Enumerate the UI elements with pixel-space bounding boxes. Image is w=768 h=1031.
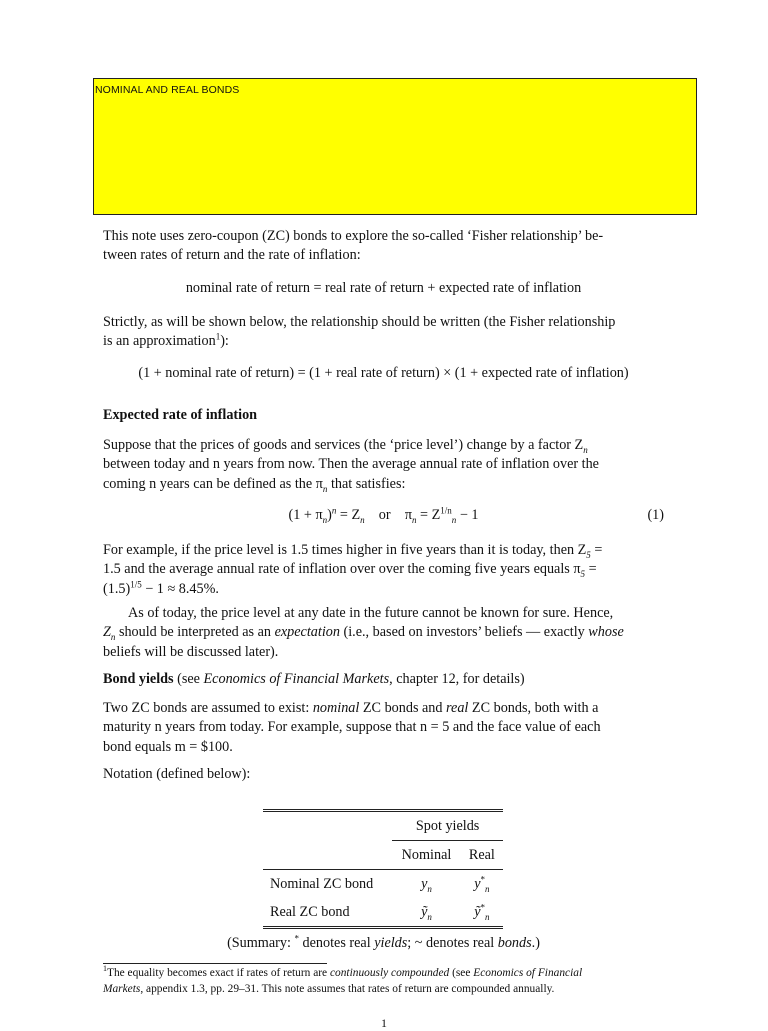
notation-table (263, 809, 503, 929)
inflation-paragraph: Suppose that the prices of goods and services (the ‘price level’) change by a factor $Z_n$ between today and n years from now. Then the average annual rate of inflation over the coming n years can be defined as the $\pi_n$ that satisfies: (103, 437, 599, 494)
expectation-paragraph: As of today, the price level at any date in the future cannot be known for sure. Hence, $Z_n$ should be interpreted as an expectation (i.e., based on investors’ beliefs — exactly whose beliefs will be discussed later). (103, 605, 624, 660)
table-row: Real ZC bond ỹ$_n$ ỹ*$_n$ (263, 898, 503, 928)
footnote: $^1$The equality becomes exact if rates of return are continuously compounded (see Economics of Financial Markets, appendix 1.3, pp. 29–31. This note assumes that rates of return are compounded annually. (103, 964, 583, 995)
title-banner (93, 78, 697, 215)
table-row: Nominal ZC bond $y_n$ $y^*_n$ (263, 870, 503, 899)
yields-paragraph: Two ZC bonds are assumed to exist: nominal ZC bonds and real ZC bonds, both with a maturity n years from today. For example, suppose that n = 5 and the face value of each bond equals m = $100. (103, 700, 601, 755)
notation-label: Notation (defined below): (103, 766, 251, 782)
equation-number: (1) (647, 507, 664, 523)
footnote-rule (103, 963, 327, 964)
intro-paragraph: This note uses zero-coupon (ZC) bonds to explore the so-called ‘Fisher relationship’ be- tween rates of return and the rate of inflation: (103, 228, 604, 264)
inflation-example: For example, if the price level is 1.5 times higher in five years than it is today, then $Z_5$ = 1.5 and the average annual rate of inflation over over the coming five years equals $\pi_5$ = $(1.5)^{1/5} - 1 \approx 8.45\%$. (103, 542, 603, 597)
fisher-equation: nominal rate of return = real rate of return + expected rate of inflation (185, 280, 582, 296)
table-summary: (Summary: * denotes real yields; ~ denotes real bonds.) (227, 933, 540, 951)
table-col-nominal: Nominal (401, 846, 452, 863)
exact-equation: (1 + nominal rate of return) = (1 + real rate of return) × (1 + expected rate of inflation) (138, 365, 629, 381)
banner-title: NOMINAL AND REAL BONDS (95, 84, 240, 96)
section-heading-inflation: Expected rate of inflation (103, 407, 258, 423)
section-heading-yields: Bond yields (see Economics of Financial Markets, chapter 12, for details) (103, 671, 525, 687)
page-number: 1 (381, 1016, 387, 1030)
equation-1: $(1 + \pi_n)^n = Z_n$ or $\pi_n = Z^{1/n}_n - 1$ (1) (288, 505, 664, 525)
table-group-header: Spot yields (392, 811, 503, 841)
table-col-real: Real (468, 846, 495, 863)
intro-paragraph-2: Strictly, as will be shown below, the relationship should be written (the Fisher relationship is an approximation$^1$): (103, 314, 616, 350)
